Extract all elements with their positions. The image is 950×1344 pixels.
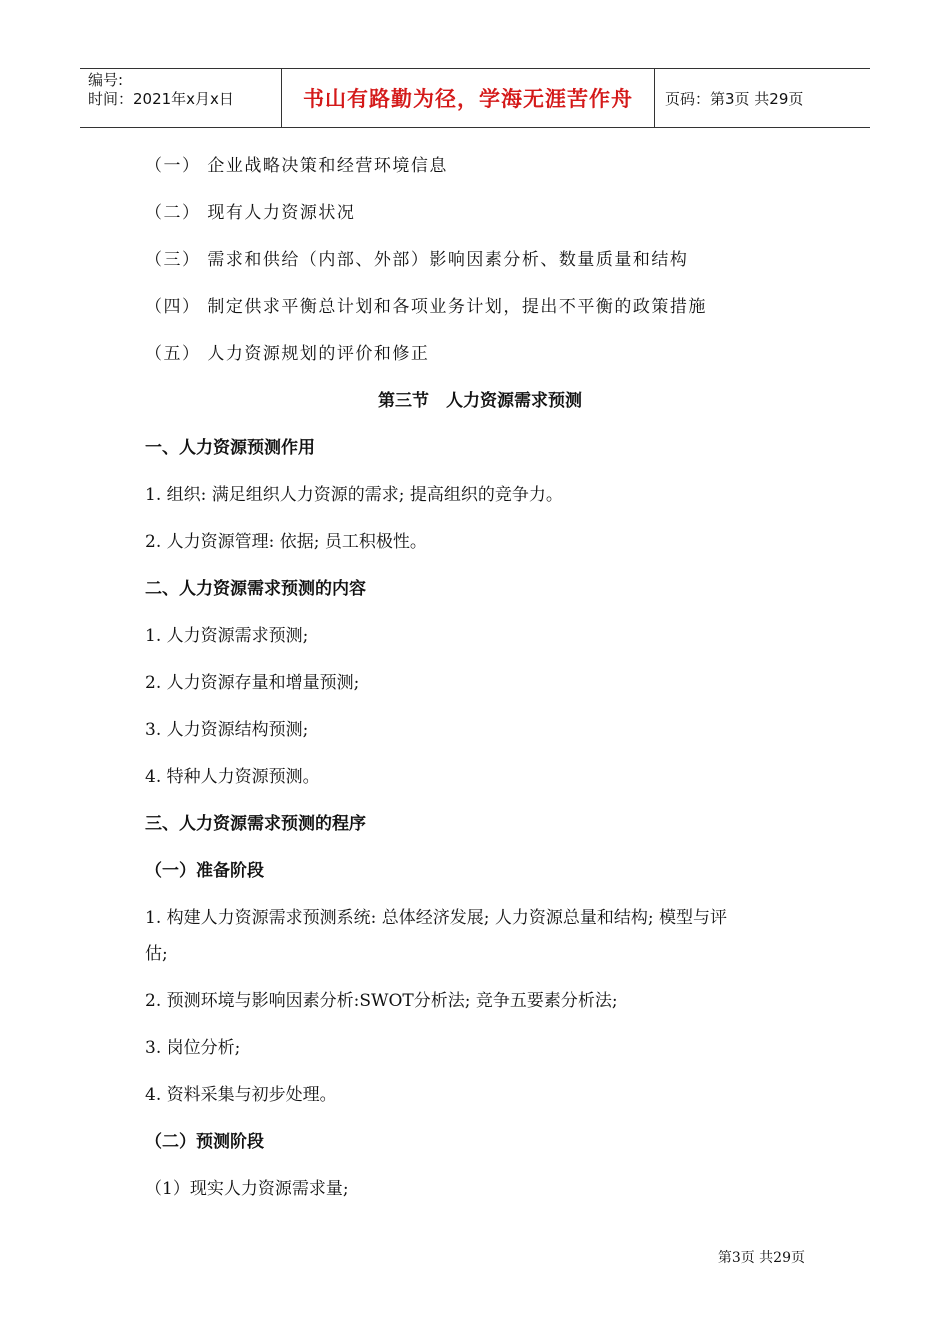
page-header [80, 68, 870, 128]
paragraph: 4. 资料采集与初步处理。 [145, 1085, 337, 1105]
paragraph: 1. 人力资源需求预测; [145, 626, 309, 646]
list-item: （二） 现有人力资源状况 [145, 203, 356, 223]
list-item: （四） 制定供求平衡总计划和各项业务计划，提出不平衡的政策措施 [145, 297, 707, 317]
document-number-label: 编号: [88, 71, 124, 89]
paragraph-continuation: 估; [145, 944, 168, 964]
paragraph: 3. 人力资源结构预测; [145, 720, 309, 740]
header-meta [80, 69, 282, 127]
paragraph: 2. 人力资源管理: 依据; 员工积极性。 [145, 532, 427, 552]
paragraph: 2. 人力资源存量和增量预测; [145, 673, 360, 693]
paragraph: 1. 构建人力资源需求预测系统: 总体经济发展; 人力资源总量和结构; 模型与评 [145, 908, 728, 928]
header-motto-cell [282, 69, 655, 127]
heading: 一、人力资源预测作用 [145, 438, 315, 458]
paragraph: 3. 岗位分析; [145, 1038, 241, 1058]
page-footer: 第3页 共29页 [717, 1250, 805, 1266]
heading: 二、人力资源需求预测的内容 [145, 579, 366, 599]
subheading: （二）预测阶段 [145, 1132, 264, 1152]
document-body [145, 152, 815, 1203]
paragraph: 4. 特种人力资源预测。 [145, 767, 320, 787]
paragraph: 2. 预测环境与影响因素分析:SWOT分析法; 竞争五要素分析法; [145, 991, 618, 1011]
header-page-number: 页码：第3页 共29页 [665, 89, 804, 108]
paragraph: （1）现实人力资源需求量; [145, 1179, 349, 1199]
section-title: 第三节 人力资源需求预测 [378, 391, 582, 411]
header-page-cell [655, 69, 870, 127]
heading: 三、人力资源需求预测的程序 [145, 814, 366, 834]
paragraph: 1. 组织: 满足组织人力资源的需求; 提高组织的竞争力。 [145, 485, 563, 505]
document-date: 时间：2021年x月x日 [88, 90, 234, 108]
subheading: （一）准备阶段 [145, 861, 264, 881]
list-item: （五） 人力资源规划的评价和修正 [145, 344, 430, 364]
header-motto: 书山有路勤为径，学海无涯苦作舟 [303, 87, 633, 111]
list-item: （三） 需求和供给（内部、外部）影响因素分析、数量质量和结构 [145, 250, 689, 270]
list-item: （一） 企业战略决策和经营环境信息 [145, 156, 448, 176]
